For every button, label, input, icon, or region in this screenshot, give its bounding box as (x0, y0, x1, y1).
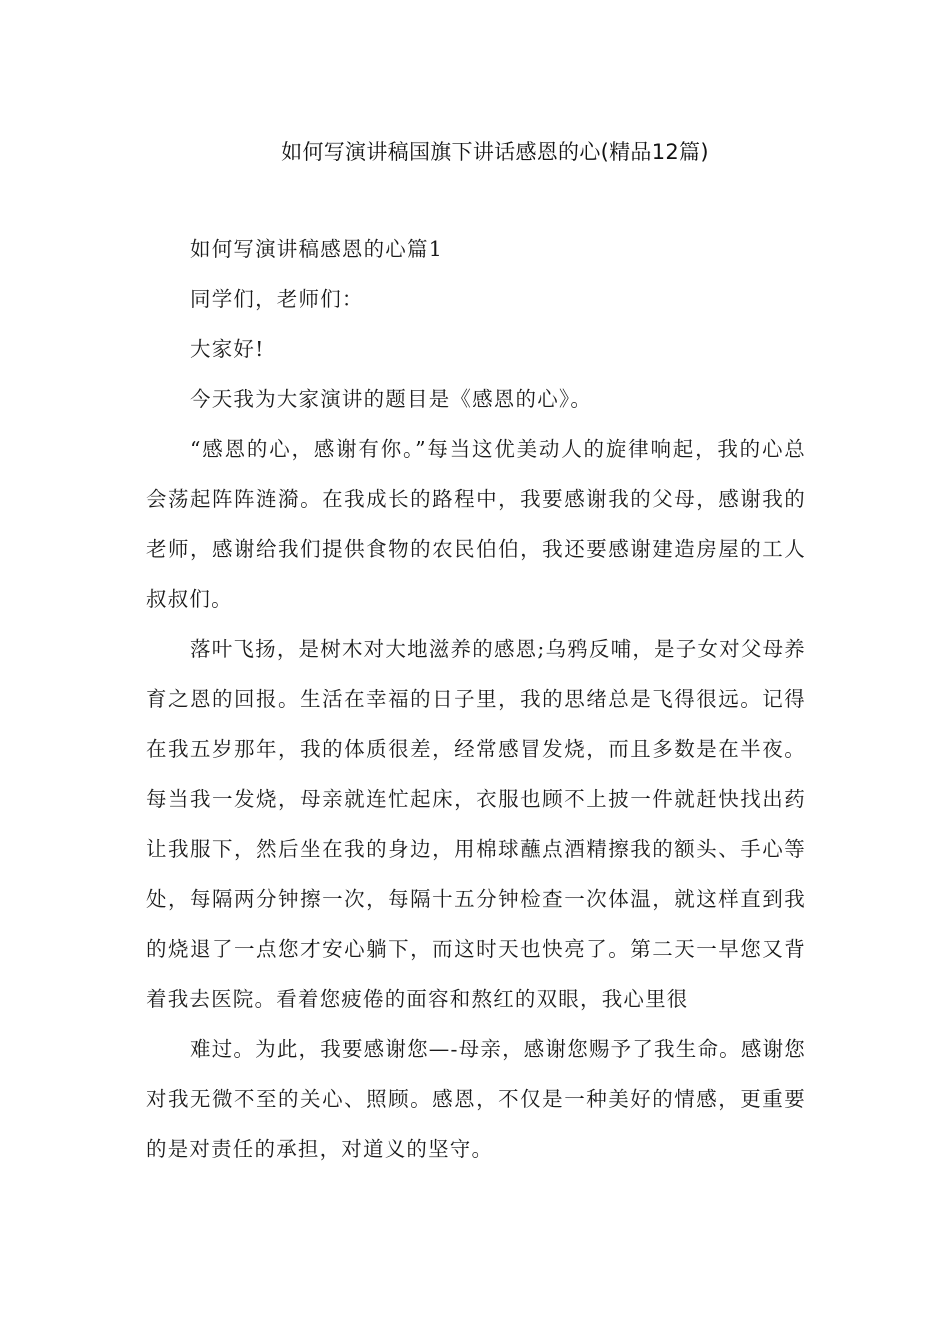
document-body (146, 224, 806, 1174)
body-paragraph: 难过。为此，我要感谢您—-母亲，感谢您赐予了我生命。感谢您对我无微不至的关心、照顾。感恩，不仅是一种美好的情感，更重要的是对责任的承担，对道义的坚守。 (146, 1037, 806, 1161)
document-title: 如何写演讲稿国旗下讲话感恩的心(精品12篇) (281, 140, 709, 164)
body-paragraph: “感恩的心，感谢有你。”每当这优美动人的旋律响起，我的心总会荡起阵阵涟漪。在我成长的路程中，我要感谢我的父母，感谢我的老师，感谢给我们提供食物的农民伯伯，我还要感谢建造房屋的工人叔叔们。 (146, 437, 806, 611)
section-heading: 如何写演讲稿感恩的心篇1 (190, 237, 443, 261)
body-paragraph: 落叶飞扬，是树木对大地滋养的感恩;乌鸦反哺，是子女对父母养育之恩的回报。生活在幸福的日子里，我的思绪总是飞得很远。记得在我五岁那年，我的体质很差，经常感冒发烧，而且多数是在半夜。每当我一发烧，母亲就连忙起床，衣服也顾不上披一件就赶快找出药让我服下，然后坐在我的身边，用棉球蘸点酒精擦我的额头、手心等处，每隔两分钟擦一次，每隔十五分钟检查一次体温，就这样直到我的烧退了一点您才安心躺下，而这时天也快亮了。第二天一早您又背着我去医院。看着您疲倦的面容和熬红的双眼，我心里很 (146, 637, 806, 1011)
salutation: 同学们，老师们： (190, 287, 364, 311)
greeting: 大家好! (190, 337, 265, 361)
topic-line: 今天我为大家演讲的题目是《感恩的心》。 (190, 387, 593, 411)
